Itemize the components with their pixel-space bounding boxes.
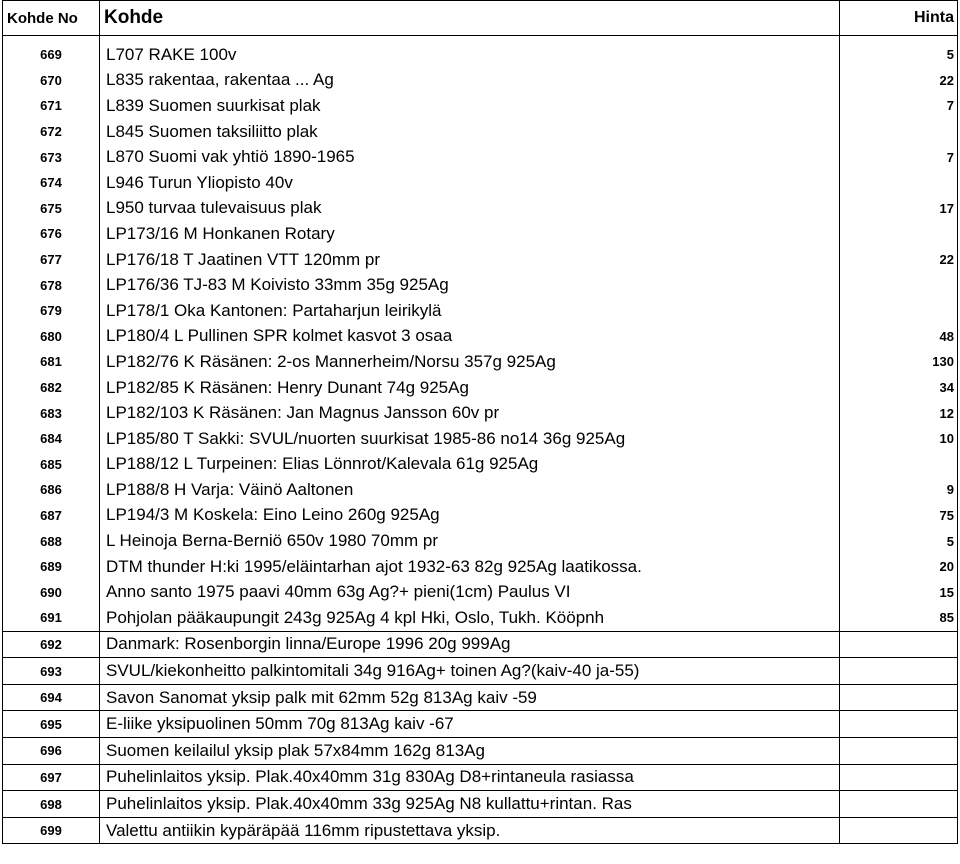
table-row — [3, 631, 958, 658]
item-number: 671 — [3, 93, 100, 119]
item-price: 20 — [840, 554, 958, 580]
item-number: 672 — [3, 119, 100, 145]
item-number: 691 — [3, 605, 100, 631]
table-row — [3, 144, 958, 170]
item-number: 690 — [3, 579, 100, 605]
item-number: 678 — [3, 272, 100, 298]
item-price: 7 — [840, 144, 958, 170]
item-price: 9 — [840, 477, 958, 503]
item-name: LP194/3 M Koskela: Eino Leino 260g 925Ag — [100, 503, 840, 529]
table-row — [3, 764, 958, 791]
item-price: 130 — [840, 349, 958, 375]
table-row — [3, 426, 958, 452]
item-price: 22 — [840, 247, 958, 273]
item-price — [840, 452, 958, 478]
item-name: LP178/1 Oka Kantonen: Partaharjun leirikylä — [100, 298, 840, 324]
item-name: L707 RAKE 100v — [100, 42, 840, 68]
item-price — [840, 272, 958, 298]
item-name: SVUL/kiekonheitto palkintomitali 34g 916Ag+ toinen Ag?(kaiv-40 ja-55) — [100, 658, 840, 685]
item-price — [840, 658, 958, 685]
item-name: LP182/76 K Räsänen: 2-os Mannerheim/Norsu 357g 925Ag — [100, 349, 840, 375]
item-name: Puhelinlaitos yksip. Plak.40x40mm 33g 925Ag N8 kullattu+rintan. Ras — [100, 791, 840, 818]
table-row — [3, 93, 958, 119]
item-number: 675 — [3, 196, 100, 222]
item-name: LP176/36 TJ-83 M Koivisto 33mm 35g 925Ag — [100, 272, 840, 298]
item-number: 680 — [3, 324, 100, 350]
item-name: Savon Sanomat yksip palk mit 62mm 52g 813Ag kaiv -59 — [100, 684, 840, 711]
item-name: LP173/16 M Honkanen Rotary — [100, 221, 840, 247]
item-name: L946 Turun Yliopisto 40v — [100, 170, 840, 196]
item-number: 696 — [3, 738, 100, 765]
item-price — [840, 817, 958, 844]
item-number: 669 — [3, 42, 100, 68]
table-row — [3, 68, 958, 94]
auction-list-sheet — [2, 0, 957, 862]
item-price — [840, 170, 958, 196]
item-price — [840, 119, 958, 145]
item-name: L950 turvaa tulevaisuus plak — [100, 196, 840, 222]
header-item-name: Kohde — [100, 1, 840, 36]
table-body — [3, 36, 958, 844]
item-price: 10 — [840, 426, 958, 452]
item-name: L845 Suomen taksiliitto plak — [100, 119, 840, 145]
item-number: 683 — [3, 400, 100, 426]
item-name: E-liike yksipuolinen 50mm 70g 813Ag kaiv -67 — [100, 711, 840, 738]
header-item-number: Kohde No — [3, 1, 100, 36]
item-name: LP176/18 T Jaatinen VTT 120mm pr — [100, 247, 840, 273]
item-name: Suomen keilailul yksip plak 57x84mm 162g 813Ag — [100, 738, 840, 765]
table-row — [3, 247, 958, 273]
item-number: 670 — [3, 68, 100, 94]
item-price — [840, 764, 958, 791]
item-price — [840, 791, 958, 818]
item-number: 674 — [3, 170, 100, 196]
table-row — [3, 349, 958, 375]
item-number: 699 — [3, 817, 100, 844]
item-price: 85 — [840, 605, 958, 631]
item-name: LP188/8 H Varja: Väinö Aaltonen — [100, 477, 840, 503]
item-name: LP188/12 L Turpeinen: Elias Lönnrot/Kalevala 61g 925Ag — [100, 452, 840, 478]
item-name: LP182/85 K Räsänen: Henry Dunant 74g 925Ag — [100, 375, 840, 401]
item-price — [840, 631, 958, 658]
item-number: 688 — [3, 528, 100, 554]
item-number: 687 — [3, 503, 100, 529]
item-price: 48 — [840, 324, 958, 350]
table-row — [3, 477, 958, 503]
item-number: 679 — [3, 298, 100, 324]
item-name: LP182/103 K Räsänen: Jan Magnus Jansson 60v pr — [100, 400, 840, 426]
item-number: 697 — [3, 764, 100, 791]
table-row — [3, 196, 958, 222]
item-name: LP180/4 L Pullinen SPR kolmet kasvot 3 osaa — [100, 324, 840, 350]
table-row — [3, 554, 958, 580]
table-row — [3, 298, 958, 324]
item-price: 34 — [840, 375, 958, 401]
table-row — [3, 221, 958, 247]
table-row — [3, 272, 958, 298]
header-price: Hinta — [840, 1, 958, 36]
item-number: 694 — [3, 684, 100, 711]
table-row — [3, 452, 958, 478]
table-row — [3, 579, 958, 605]
item-number: 684 — [3, 426, 100, 452]
item-name: Pohjolan pääkaupungit 243g 925Ag 4 kpl Hki, Oslo, Tukh. Kööpnh — [100, 605, 840, 631]
table-row — [3, 791, 958, 818]
item-number: 682 — [3, 375, 100, 401]
item-number: 673 — [3, 144, 100, 170]
table-row — [3, 42, 958, 68]
table-row — [3, 170, 958, 196]
table-row — [3, 119, 958, 145]
item-price — [840, 221, 958, 247]
item-name: Danmark: Rosenborgin linna/Europe 1996 20g 999Ag — [100, 631, 840, 658]
item-number: 685 — [3, 452, 100, 478]
table-row — [3, 605, 958, 631]
item-number: 686 — [3, 477, 100, 503]
item-price: 22 — [840, 68, 958, 94]
item-name: Puhelinlaitos yksip. Plak.40x40mm 31g 830Ag D8+rintaneula rasiassa — [100, 764, 840, 791]
table-row — [3, 324, 958, 350]
item-price: 12 — [840, 400, 958, 426]
item-name: L839 Suomen suurkisat plak — [100, 93, 840, 119]
item-name: Anno santo 1975 paavi 40mm 63g Ag?+ pieni(1cm) Paulus VI — [100, 579, 840, 605]
item-name: L Heinoja Berna-Berniö 650v 1980 70mm pr — [100, 528, 840, 554]
item-price: 7 — [840, 93, 958, 119]
table-row — [3, 400, 958, 426]
item-number: 689 — [3, 554, 100, 580]
item-price: 15 — [840, 579, 958, 605]
item-number: 676 — [3, 221, 100, 247]
item-price — [840, 738, 958, 765]
table-row — [3, 738, 958, 765]
item-price: 5 — [840, 42, 958, 68]
item-number: 693 — [3, 658, 100, 685]
item-number: 695 — [3, 711, 100, 738]
table-row — [3, 375, 958, 401]
table-row — [3, 503, 958, 529]
item-price — [840, 711, 958, 738]
table-header-row — [3, 1, 958, 36]
item-name: DTM thunder H:ki 1995/eläintarhan ajot 1932-63 82g 925Ag laatikossa. — [100, 554, 840, 580]
table-row — [3, 817, 958, 844]
table-row — [3, 658, 958, 685]
item-price: 17 — [840, 196, 958, 222]
table-row — [3, 711, 958, 738]
item-name: L870 Suomi vak yhtiö 1890-1965 — [100, 144, 840, 170]
item-name: LP185/80 T Sakki: SVUL/nuorten suurkisat 1985-86 no14 36g 925Ag — [100, 426, 840, 452]
table-row — [3, 684, 958, 711]
item-number: 677 — [3, 247, 100, 273]
item-number: 692 — [3, 631, 100, 658]
item-name: Valettu antiikin kypäräpää 116mm ripustettava yksip. — [100, 817, 840, 844]
item-number: 698 — [3, 791, 100, 818]
auction-table — [2, 0, 958, 844]
item-price: 75 — [840, 503, 958, 529]
item-price — [840, 298, 958, 324]
item-number: 681 — [3, 349, 100, 375]
table-row — [3, 528, 958, 554]
item-price: 5 — [840, 528, 958, 554]
item-name: L835 rakentaa, rakentaa ... Ag — [100, 68, 840, 94]
item-price — [840, 684, 958, 711]
